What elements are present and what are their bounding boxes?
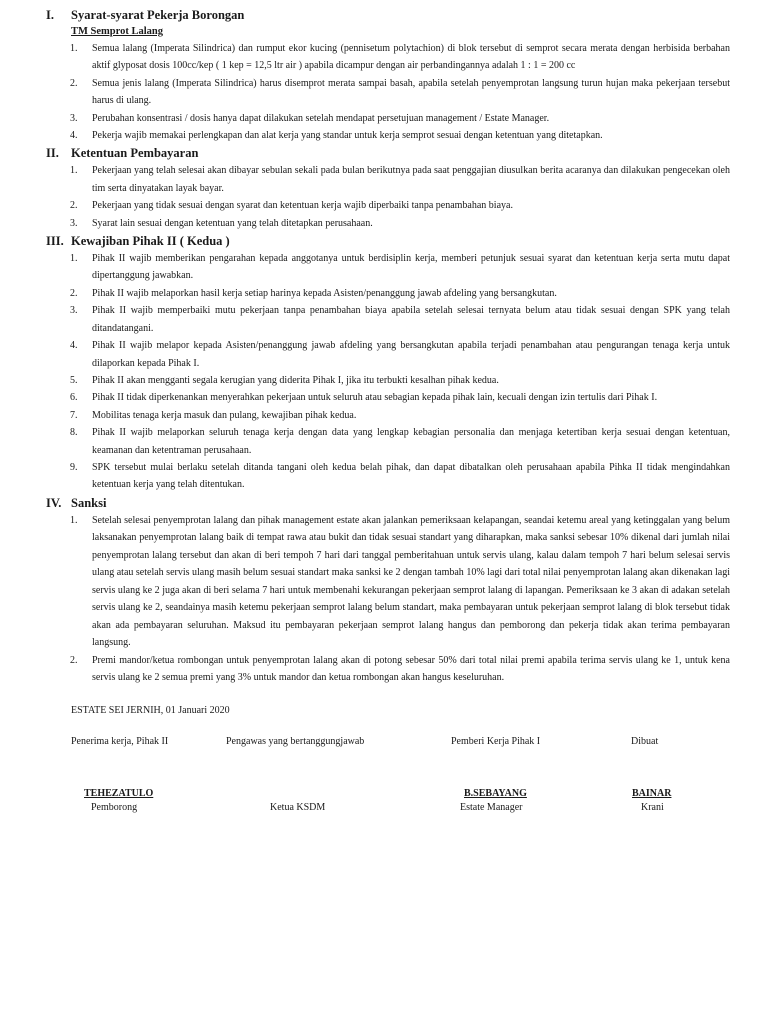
section-title: Syarat-syarat Pekerja Borongan [71,8,245,22]
place-date: ESTATE SEI JERNIH, 01 Januari 2020 [71,704,230,716]
list-item [46,372,730,389]
item-number: 1. [70,253,78,265]
section-3 [46,233,730,494]
signature-name: BAINAR [632,787,672,799]
item-text: SPK tersebut mulai berlaku setelah ditanda tangani oleh kedua belah pihak, dan dapat dibatalkan oleh perusahaan apabila Pihka II tidak mengindahkan ketentuan kerja yang telah ditentukan. [92,461,730,491]
item-number: 6. [70,392,78,404]
item-text: Pekerja wajib memakai perlengkapan dan alat kerja yang standar untuk kerja semprot sesuai dengan ketentuan yang ditetapkan. [92,130,603,142]
list-item [46,162,730,197]
section-list [46,250,730,494]
list-item [46,215,730,232]
section-number: III. [46,234,64,249]
item-number: 2. [70,654,78,666]
section-number: IV. [46,495,62,510]
list-item [46,40,730,75]
item-text: Pihak II wajib melaporkan hasil kerja setiap harinya kepada Asisten/penanggung jawab afdeling yang bersangkutan. [92,287,557,299]
item-number: 3. [70,305,78,317]
item-text: Pekerjaan yang telah selesai akan dibayar sebulan sekali pada bulan berikutnya pada saat penggajian diusulkan berita acaranya dan dilakukan pengecekan oleh tim serta dinyatakan layak bayar. [92,165,730,194]
section-title: Ketentuan Pembayaran [71,146,199,161]
item-text: Pihak II wajib memberikan pengarahan kepada anggotanya untuk berdisiplin kerja, memberi petunjuk sesuai syarat dan ketentuan kerja serta mutu dapat dipertanggung jawabkan. [92,253,730,282]
item-number: 9. [70,461,78,473]
list-item [46,652,730,687]
item-text: Pihak II akan mengganti segala kerugian yang diderita Pihak I, jika itu terbukti kesalhan pihak kedua. [92,374,499,386]
signature-name: B.SEBAYANG [464,787,527,799]
section-number: I. [46,8,54,22]
item-number: 8. [70,427,78,439]
item-text: Mobilitas tenaga kerja masuk dan pulang, kewajiban pihak kedua. [92,409,357,421]
item-number: 2. [70,200,78,212]
signature-roles [46,736,730,752]
section-title: Kewajiban Pihak II ( Kedua ) [71,234,230,249]
item-number: 7. [70,409,78,421]
item-number: 1. [70,43,78,54]
item-text: Pihak II wajib melaporkan seluruh tenaga kerja dengan data yang lengkap kebagian personalia dan menjaga ketertiban kerja sesuai dengan ketentuan, keamanan dan ketentraman perusahaan. [92,427,730,456]
item-number: 1. [70,514,78,526]
item-text: Pihak II tidak diperkenankan menyerahkan pekerjaan untuk seluruh atau sebagian kepada pihak lain, kecuali dengan izin tertulis dari Pihak I. [92,392,658,404]
signature-position: Estate Manager [460,801,523,813]
section-4 [46,495,730,687]
list-item [46,110,730,127]
signature-position: Pemborong [91,801,138,813]
list-item [46,407,730,424]
signature-role: Dibuat [631,735,659,747]
item-text: Syarat lain sesuai dengan ketentuan yang telah ditetapkan perusahaan. [92,217,373,229]
signature-position: Ketua KSDM [270,801,326,813]
item-text: Pekerjaan yang tidak sesuai dengan syarat dan ketentuan kerja wajib diperbaiki tanpa penambahan biaya. [92,200,513,212]
item-text: Premi mandor/ketua rombongan untuk penyemprotan lalang akan di potong sebesar 50% dari total nilai premi apabila terima servis ulang ke 1, untuk kena servis ulang ke 2 semua premi yang 3% untuk mandor dan ketua rombongan akan hangus keseluruhan. [92,654,730,684]
item-number: 3. [70,217,78,229]
item-number: 4. [70,130,78,142]
item-number: 3. [70,112,78,124]
list-item [46,512,730,652]
section-heading [46,233,730,250]
item-text: Perubahan konsentrasi / dosis hanya dapat dilakukan setelah mendapat persetujuan management / Estate Manager. [92,112,550,124]
section-heading [46,495,730,512]
section-list [46,40,730,144]
item-number: 2. [70,77,78,89]
section-heading [46,145,730,162]
list-item [46,389,730,406]
item-number: 1. [70,165,78,177]
section-list [46,512,730,687]
signature-role: Pengawas yang bertanggungjawab [226,735,365,747]
list-item [46,424,730,459]
signature-names [46,788,730,802]
signature-name: TEHEZATULO [84,787,154,799]
list-item [46,197,730,214]
item-text: Setelah selesai penyemprotan lalang dan pihak management estate akan jalankan pemeriksaan kelapangan, seandai ketemu areal yang ketinggalan yang belum laksanakan penyemprotan lalang baik di tempat rawa atau bukit dan tidak sesuai standart yang diharapkan, maka sanksi sebesar 10% dikenal dari jumlah nilai penyemprotan lalang tersebut dan akan di beri tempoh 7 hari dari tanggal pemberitahuan untuk servis ulang, kalau dalam tempoh 7 hari belum selesai servis ulang atau setelah servis ulang masih belum sesuai standart maka sanksi ke 2 dengan tambah 10% lagi dari total nilai penyemprotan lalang akan dikenakan lagi servis ulang ke 2 juga akan di beri selama 7 hari untuk membenahi kekurangan pekerjaan semprot lalang di lapangan. Pemeriksaan ke 3 akan di adakan setelah servis ulang ke 2, seandainya masih ketemu pekerjaan semprot lalang belum standart, maka pembayaran untuk pekerjaan semprot lalang di blok tersebut tidak akan ada pembayaran seluruhan. Maksud itu pembayaran pekerjaan semprot lalang hangus dan pemborong dan pekerja tidak akan terima pembayaran langsung. [92,514,730,649]
section-subtitle: TM Semprot Lalang [71,26,163,37]
signature-position: Krani [641,801,664,813]
section-number: II. [46,146,59,161]
item-text: Semua lalang (Imperata Silindrica) dan rumput ekor kucing (pennisetum polytachion) di blok tersebut di semprot secara merata dengan herbisida berbahan aktif glyposat dosis 100cc/kep ( 1 kep = 12,5 ltr air ) apabila dicampur dengan air perbandingannya adalah 1 : 1 = 200 cc [92,43,730,72]
signature-role: Pemberi Kerja Pihak I [451,735,541,747]
section-1 [46,7,730,144]
section-title: Sanksi [71,495,107,510]
list-item [46,459,730,494]
list-item [46,302,730,337]
item-text: Pihak II wajib memperbaiki mutu pekerjaan tanpa penambahan biaya apabila setelah selesai ternyata belum atau tidak sesuai dengan SPK yang telah ditandatangani. [92,305,730,334]
item-number: 5. [70,374,78,386]
list-item [46,75,730,110]
signature-role: Penerima kerja, Pihak II [71,735,169,747]
item-number: 2. [70,287,78,299]
item-number: 4. [70,340,78,352]
item-text: Semua jenis lalang (Imperata Silindrica) harus disemprot merata sampai basah, apabila setelah penyemprotan langsung turun hujan maka pekerjaan tersebut harus di ulang. [92,77,730,107]
list-item [46,285,730,302]
signature-positions [46,802,730,816]
list-item [46,250,730,285]
section-list [46,162,730,232]
list-item [46,127,730,144]
list-item [46,337,730,372]
section-heading [46,7,730,24]
section-2 [46,145,730,232]
item-text: Pihak II wajib melapor kepada Asisten/penanggung jawab afdeling yang bersangkutan apabila terjadi penambahan atau pengurangan tenaga kerja untuk dilaporkan kepada Pihak I. [92,340,730,369]
